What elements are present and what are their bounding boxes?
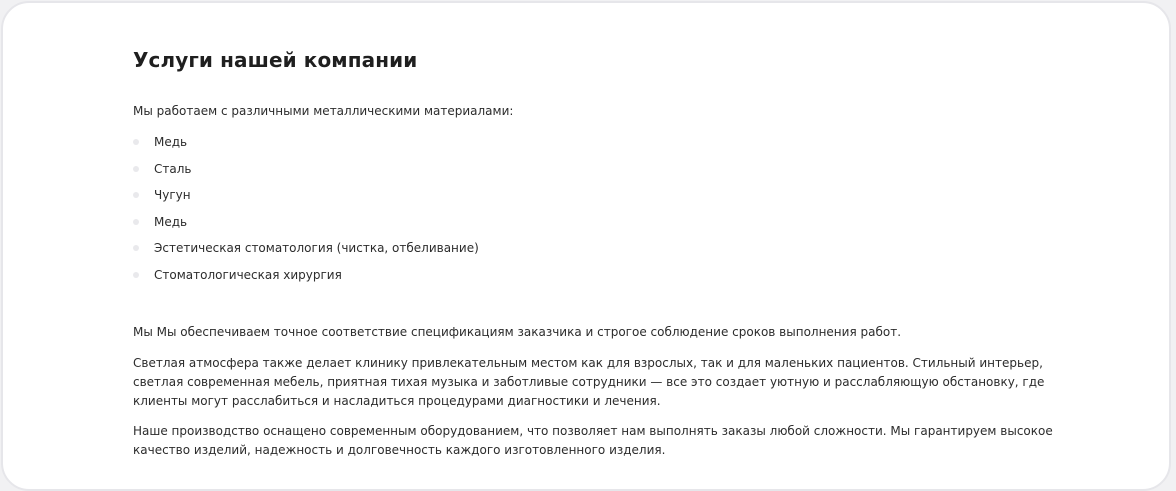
list-item-label: Медь — [154, 135, 188, 149]
materials-list — [133, 132, 479, 292]
bullet-icon — [133, 219, 139, 225]
list-item-label: Эстетическая стоматология (чистка, отбеливание) — [154, 241, 479, 256]
bullet-icon — [133, 192, 139, 198]
list-item-label: Стоматологическая хирургия — [154, 267, 342, 282]
paragraph-atmosphere: Светлая атмосфера также делает клинику привлекательным местом как для взрослых, так и для маленьких пациентов. Стильный интерьер, светлая современная мебель, приятная тихая музыка и заботливые сотрудники — все это создает уютную и расслабляющую обстановку, где клиенты могут расслабиться и насладиться процедурами диагностики и лечения. — [133, 356, 1045, 408]
list-item — [133, 132, 479, 159]
list-item — [133, 212, 479, 239]
bullet-icon — [133, 272, 139, 278]
bullet-icon — [133, 245, 139, 251]
bullet-icon — [133, 139, 139, 145]
list-item — [133, 238, 479, 265]
intro-text: Мы работаем с различными металлическими материалами: — [133, 104, 514, 118]
paragraph-production: Наше производство оснащено современным оборудованием, что позволяет нам выполнять заказы любой сложности. Мы гарантируем высокое качество изделий, надежность и долговечность каждого изготовленного изделия. — [133, 424, 1053, 457]
page-title: Услуги нашей компании — [133, 48, 418, 72]
list-item — [133, 265, 479, 292]
list-item-label: Чугун — [154, 188, 191, 203]
paragraph-specifications: Мы Мы обеспечиваем точное соответствие спецификациям заказчика и строгое соблюдение сроков выполнения работ. — [133, 325, 902, 339]
list-item-label: Сталь — [154, 161, 192, 176]
content-card — [1, 1, 1171, 491]
list-item-label: Медь — [154, 214, 188, 229]
list-item — [133, 185, 479, 212]
bullet-icon — [133, 166, 139, 172]
list-item — [133, 159, 479, 186]
